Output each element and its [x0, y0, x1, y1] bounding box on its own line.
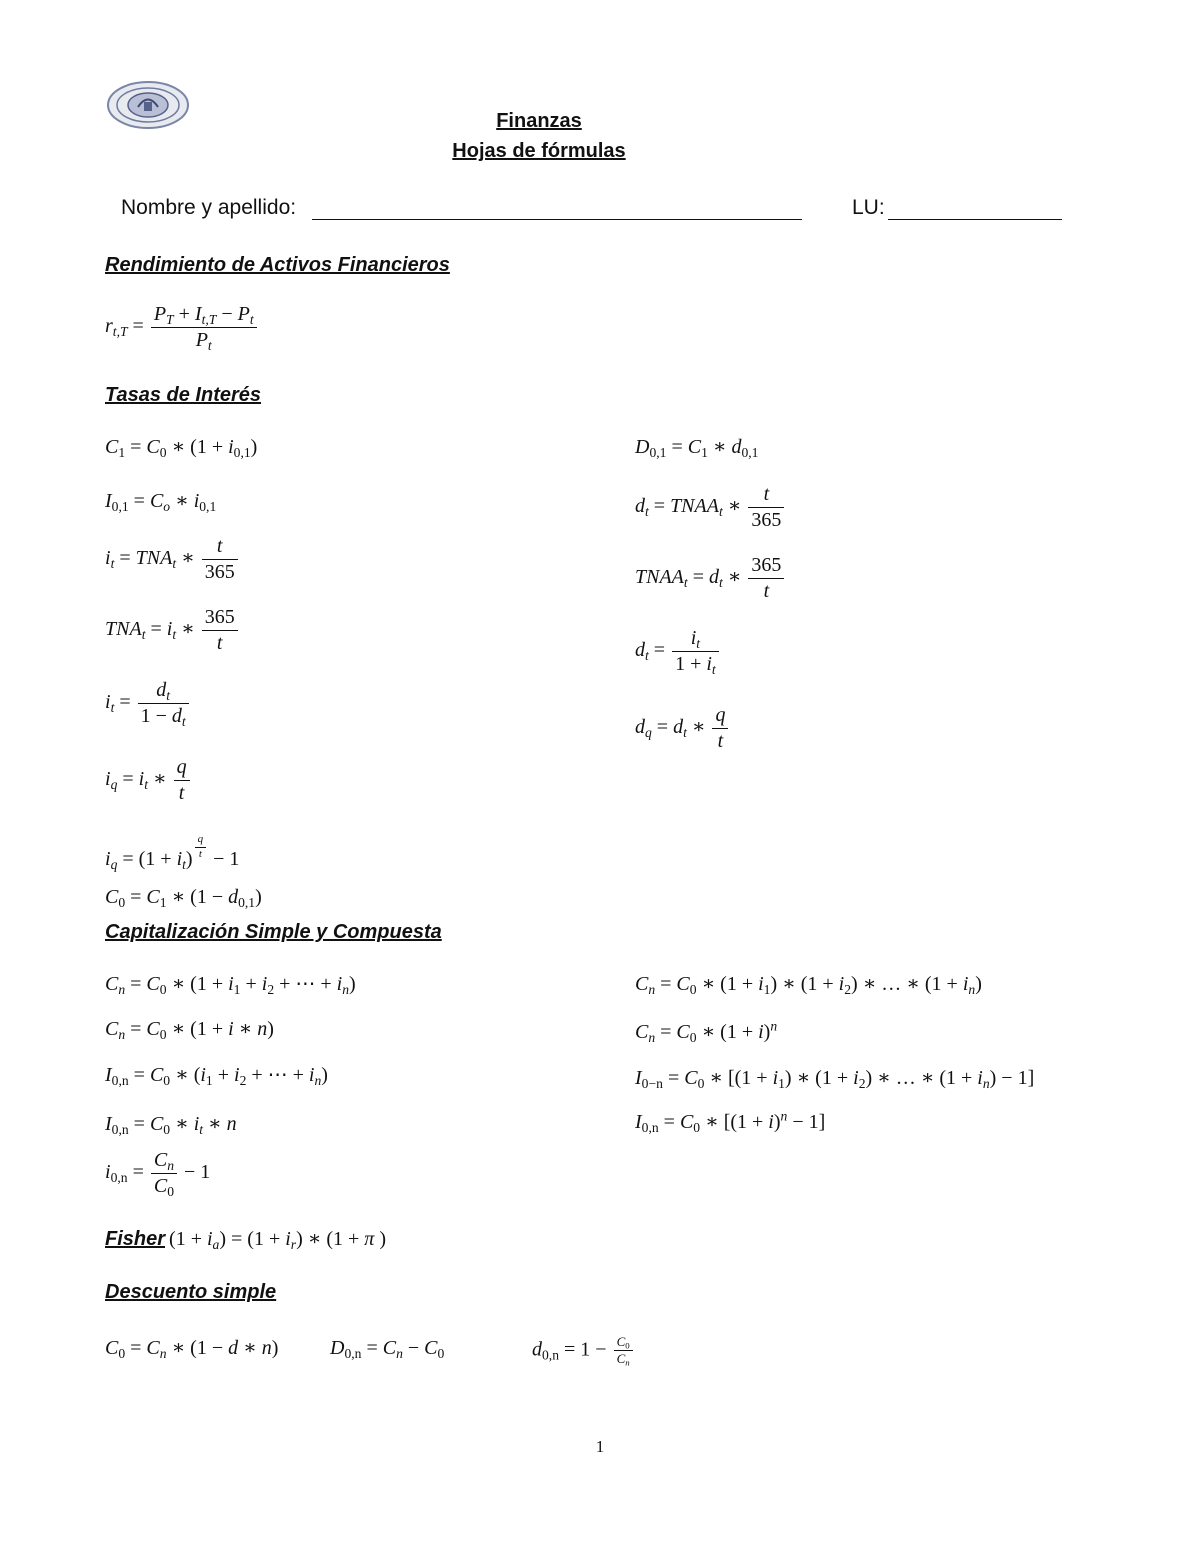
- section-capitalizacion: Capitalización Simple y Compuesta: [105, 921, 442, 943]
- page-title: Finanzas: [496, 110, 582, 132]
- formula-i0n-simple-variable: $I_{0,n} = C_0$ ∗ ($i_1 + i_2$ + ⋯ + $i_n$): [105, 1064, 328, 1089]
- formula-descuento-d01: $D_{0,1} = C_1$ ∗ $d_{0,1}$: [635, 436, 759, 461]
- formula-tasa-periodo: $i_{0,n}$ = $\frac{C_n}{C_0}$ − 1: [105, 1149, 211, 1200]
- formula-i0n-compuesta-variable: $I_{0-n} = C_0$ ∗ [$(1 + i_1)$ ∗ $(1 + i_2)$ ∗ … ∗ $(1 + i_n) - 1$]: [635, 1067, 1035, 1092]
- formula-fisher: $(1 + i_a) = (1 + i_r)$ ∗ (1 + π ): [169, 1228, 386, 1253]
- section-rendimiento: Rendimiento de Activos Financieros: [105, 254, 450, 276]
- formula-c0-descuento-simple: $C_0 = C_n$ ∗ (1 − d ∗ n): [105, 1337, 279, 1362]
- formula-cn-compuesta: $C_n = C_0$ ∗ $(1 + i)^n$: [635, 1018, 778, 1046]
- formula-i0n-compuesta: $I_{0,n} = C_0$ ∗ $[(1 + i)^n - 1]$: [635, 1108, 826, 1136]
- section-tasas: Tasas de Interés: [105, 384, 262, 406]
- page-number: 1: [595, 1437, 605, 1456]
- formula-dq: $d_q = d_t$ ∗ $\frac{q}{t}$: [635, 703, 730, 754]
- formula-tasa-efectiva: $i_t = TNA_t$ ∗ $\frac{t}{365}$: [105, 534, 240, 585]
- name-label: Nombre y apellido:: [121, 196, 297, 219]
- formula-i-from-d: $i_t$ = $\frac{d_t}{1 - d_t}$: [105, 678, 191, 729]
- formula-iq-simple: $i_q = i_t$ ∗ $\frac{q}{t}$: [105, 755, 192, 806]
- lu-blank-line[interactable]: [888, 219, 1062, 220]
- page-subtitle: Hojas de fórmulas: [452, 140, 626, 162]
- formula-cn-compuesta-variable: $C_n = C_0$ ∗ $(1 + i_1)$ ∗ $(1 + i_2)$ ∗ … ∗ $(1 + i_n)$: [635, 973, 982, 998]
- formula-d-from-i: $d_t$ = $\frac{i_t}{1 + i_t}$: [635, 626, 721, 677]
- section-descuento: Descuento simple: [105, 1281, 277, 1303]
- fisher-row: [105, 1228, 386, 1251]
- formula-c0-descuento: $C_0 = C_1$ ∗ $(1 - d_{0,1})$: [105, 886, 262, 911]
- formula-tasa-descuento: $d_t$ = $TNAA_t$ ∗ $\frac{t}{365}$: [635, 482, 786, 533]
- formula-cn-simple-variable: $C_n = C_0$ ∗ ($1 + i_1 + i_2$ + ⋯ + $i_n$): [105, 973, 356, 998]
- section-fisher: Fisher: [105, 1228, 166, 1250]
- formula-tasa-descuento-periodo: $d_{0,n} = 1$ − $\frac{C_0}{C_n}$: [532, 1334, 635, 1368]
- formula-d0n: $D_{0,n} = C_n - C_0$: [330, 1337, 445, 1362]
- formula-i0n-simple: $I_{0,n} = C_0$ ∗ $i_t$ ∗ n: [105, 1113, 237, 1138]
- name-blank-line[interactable]: [312, 219, 802, 220]
- formula-capital-c1: $C_1 = C_0$ ∗ $(1 + i_{0,1})$: [105, 436, 258, 461]
- formula-interes-i01: $I_{0,1} = C_o$ ∗ $i_{0,1}$: [105, 490, 217, 515]
- lu-label: LU:: [852, 196, 885, 219]
- formula-rendimiento: $r_{t,T}$ = $\frac{P_T + I_{t,T} - P_t}{P_t}$: [105, 302, 259, 353]
- formula-tnaa: $TNAA_t = d_t$ ∗ $\frac{365}{t}$: [635, 553, 786, 604]
- formula-tna: $TNA_t = i_t$ ∗ $\frac{365}{t}$: [105, 605, 240, 656]
- formula-cn-simple: $C_n = C_0$ ∗ (1 + i ∗ n): [105, 1018, 274, 1043]
- formula-iq-compuesta: $i_q = (1 + i_t)$ $\frac{q}{t}$ − 1: [105, 833, 240, 872]
